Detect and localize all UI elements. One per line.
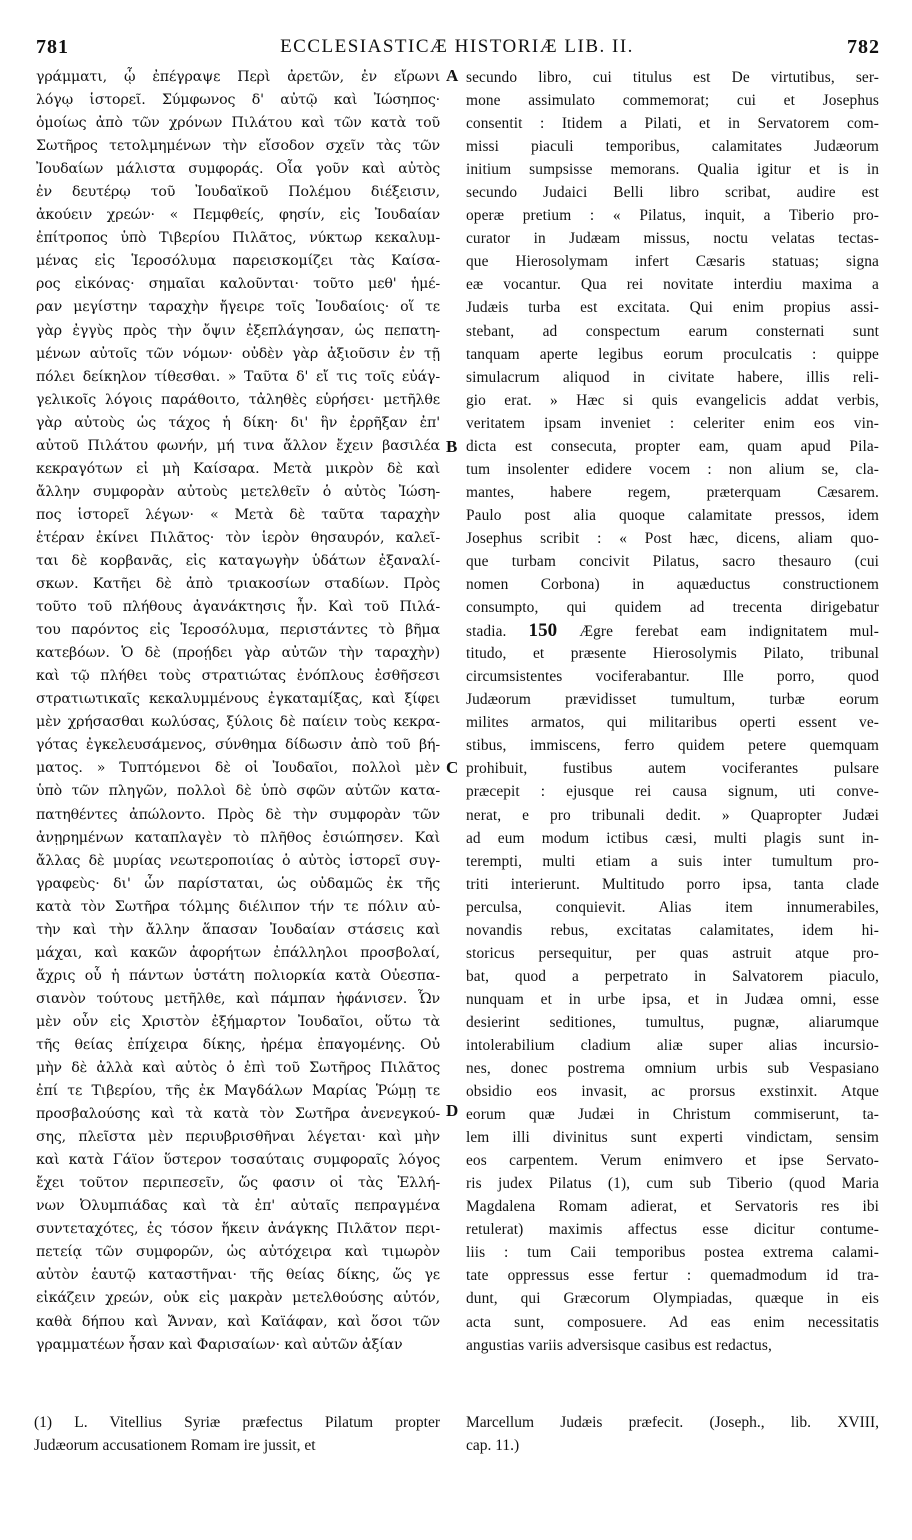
greek-text-line: αὐτοῦ Πιλάτου φωνήν, μή τινα ἄλλον ἔχειν βασιλέα bbox=[36, 437, 440, 454]
latin-text-line: ad eum modum ictibus cæsi, multi plagis sunt in- bbox=[466, 829, 879, 847]
latin-text-line: Judæis turba est excitata. Qui enim propius assi- bbox=[466, 299, 879, 317]
page-number-left: 781 bbox=[36, 36, 69, 58]
footnote-line: (1) L. Vitellius Syriæ præfectus Pilatum propter bbox=[34, 1414, 440, 1431]
latin-text-line: consumpto, qui quidem ad trecenta dirigebatur bbox=[466, 599, 879, 617]
greek-text-line: μένων αὐτοῖς τῶν νόμων· οὐδὲν γὰρ ἀξιοῦσιν ἐν τῇ bbox=[36, 345, 440, 362]
latin-text-line: eos carpentem. Verum enimvero et ipse Servato- bbox=[466, 1152, 879, 1170]
latin-text-line: stebant, ad conspectum earum consternati sunt bbox=[466, 322, 879, 340]
greek-text-line: του παρόντος εἰς Ἱεροσόλυμα, περιστάντες τὸ βῆμα bbox=[36, 622, 440, 639]
greek-text-line: γὰρ αὐτοὺς ὡς τάχος ἡ δίκη· δι' ἣν ἐρρῆξαν ἐπ' bbox=[36, 414, 440, 431]
greek-text-line: καὶ τῷ πλήθει τοὺς στρατιώτας ἐνόπλους ἐσθῆσεσι bbox=[36, 668, 440, 685]
greek-text-line: κεκραγότων εἰ μὴ Καίσαρα. Μετὰ μικρὸν δὲ καὶ bbox=[36, 460, 440, 477]
margin-letter-b: B bbox=[446, 437, 458, 456]
latin-text-line: simulacrum aliquod in civitate habere, illis reli- bbox=[466, 368, 879, 386]
latin-text-line: storicus persequitur, per quas astruit atque pro- bbox=[466, 944, 879, 962]
greek-text-line: ραν μεγίστην ταραχὴν ἤγειρε τοῖς Ἰουδαίοις· οἵ τε bbox=[36, 299, 440, 316]
latin-text-line: intolerabilium cladium aliæ super alias incursio- bbox=[466, 1036, 879, 1054]
greek-text-line: ἀκούειν χρεών· « Πεμφθείς, φησίν, εἰς Ἰουδαίαν bbox=[36, 207, 440, 224]
latin-text-line: nerat, e pro tribunali dedit. » Quapropter Judæi bbox=[466, 806, 879, 824]
greek-text-line: αὐτὸν ἑαυτῷ καταστῆναι· τῆς θείας δίκης, ὥς γε bbox=[36, 1267, 440, 1284]
greek-text-line: τοῦτο τοῦ πλήθους ἀγανάκτησις ἦν. Καὶ τοῦ Πιλά- bbox=[36, 599, 440, 616]
latin-text-line: Magdalena Romam adierat, et Servatoris res ibi bbox=[466, 1198, 879, 1216]
greek-text-line: καὶ κατὰ Γάϊον ὕστερον τοσαύταις συμφοραῖς λόγος bbox=[36, 1152, 440, 1169]
latin-text-line: gio erat. » Hæc si quis evangelicis addat verbis, bbox=[466, 391, 879, 409]
latin-text-line: mone assimulato commemorat; cui et Josephus bbox=[466, 92, 879, 110]
greek-text-line: ἐν δευτέρῳ τοῦ Ἰουδαϊκοῦ Πολέμου διέξεισιν, bbox=[36, 184, 440, 201]
greek-text-line: ἄλλας δὲ μυρίας νεωτεροποιίας ὁ αὐτὸς ἱστορεῖ συγ- bbox=[36, 852, 440, 869]
greek-text-line: σης, πλεῖστα μὲν περιυβρισθῆναι λέγεται· καὶ μὴν bbox=[36, 1129, 440, 1146]
greek-text-line: Ἰουδαίων μάλιστα συμφοράς. Οἷα γοῦν καὶ αὐτὸς bbox=[36, 161, 440, 178]
latin-text-line: liis : tum Caii temporibus postea extrema calami- bbox=[466, 1244, 879, 1262]
greek-text-line: ματος. » Τυπτόμενοι δὲ οἱ Ἰουδαῖοι, πολλοὶ μὲν bbox=[36, 760, 440, 777]
latin-text-line: terempti, multi etiam a suis inter tumultum pro- bbox=[466, 852, 879, 870]
latin-text-line: prohibuit, fustibus autem vociferantes pulsare bbox=[466, 760, 879, 778]
section-number: 150 bbox=[528, 620, 558, 642]
greek-text-line: ἀνῃρημένων καταπλαγὲν τὸ πλῆθος ἐσιώπησεν. Καὶ bbox=[36, 829, 440, 846]
latin-column bbox=[466, 66, 879, 1357]
greek-text-line: ται δὲ κορβανᾶς, εἰς καταγωγὴν ὑδάτων ἐξαναλί- bbox=[36, 552, 440, 569]
latin-text-line: Josephus scribit : « Post hæc, dicens, aliam quo- bbox=[466, 529, 879, 547]
latin-text-line: tanquam aperte legibus eorum proculcatis : quippe bbox=[466, 345, 879, 363]
greek-text-line: γότας ἐγκελευσάμενος, σύνθημα δίδωσιν ἀπὸ τοῦ βή- bbox=[36, 737, 440, 754]
latin-text-line: bat, quod a perpetrato in Salvatorem piaculo, bbox=[466, 967, 879, 985]
latin-text-line: præcepit : ejusque rei causa signum, uti conve- bbox=[466, 783, 879, 801]
greek-text-line: μὲν οὖν εἰς Χριστὸν ἐξήμαρτον Ἰουδαῖοι, οὕτω τὰ bbox=[36, 1013, 440, 1030]
latin-text-line: initium sumpsisse memorans. Qualia igitur et is in bbox=[466, 161, 879, 179]
latin-text-line: tate oppressus esse fertur : quemadmodum id tra- bbox=[466, 1267, 879, 1285]
latin-text-line: perculsa, conquievit. Alias item innumerabiles, bbox=[466, 898, 879, 916]
running-title: ECCLESIASTICÆ HISTORIÆ LIB. II. bbox=[280, 36, 634, 57]
page-header bbox=[30, 36, 884, 64]
greek-text-line: συντεταχότες, ἐς τόσον ἥκειν ἀνάγκης Πιλᾶτον περι- bbox=[36, 1221, 440, 1238]
latin-text-line: mantes, habere regem, præterquam Cæsarem. bbox=[466, 483, 879, 501]
latin-text-line: tum insolenter edidere vocem : non alium se, cla- bbox=[466, 460, 879, 478]
greek-text-line: πος ἱστορεῖ λέγων· « Μετὰ δὲ ταῦτα ταραχὴν bbox=[36, 506, 440, 523]
greek-text-line: προσβαλούσης καὶ τὰ κατὰ τὸν Σωτῆρα ἀνενεγκού- bbox=[36, 1106, 440, 1123]
greek-text-line: πετείᾳ τῶν συμφορῶν, ὡς αὐτόχειρα καὶ τιμωρὸν bbox=[36, 1244, 440, 1261]
margin-letter-c: C bbox=[446, 758, 459, 777]
latin-text-line: eorum quæ Judæi in Christum commiserunt, ta- bbox=[466, 1106, 879, 1124]
latin-text-line: nes, donec postrema omnium urbis sub Vespasiano bbox=[466, 1060, 879, 1078]
greek-text-line: κατὰ τὸν Σωτῆρα τόλμης διέλιπον τήν τε πόλιν αὐ- bbox=[36, 898, 440, 915]
greek-text-line: καθὰ δήπου καὶ Ἄνναν, καὶ Καϊάφαν, καὶ ὅσοι τῶν bbox=[36, 1313, 440, 1330]
greek-text-line: σιανὸν τούτους μετῆλθε, καὶ πάμπαν ἠφάνισεν. Ὧν bbox=[36, 990, 440, 1007]
greek-text-line: ὁμοίως ἀπὸ τῶν χρόνων Πιλάτου καὶ τῶν κατὰ τοῦ bbox=[36, 115, 440, 132]
greek-text-line: ἐπίτροπος ὑπὸ Τιβερίου Πιλᾶτος, νύκτωρ κεκαλυμ- bbox=[36, 230, 440, 247]
latin-text-line: stibus, immiscens, ferro quidem petere quemquam bbox=[466, 737, 879, 755]
latin-text-line: novandis rebus, excitatas calamitates, idem hi- bbox=[466, 921, 879, 939]
greek-text-line: ἐπί τε Τιβερίου, τῆς ἐκ Μαγδάλων Μαρίας Ῥώμῃ τε bbox=[36, 1083, 440, 1100]
greek-text-line: στρατιωτικαῖς κεκαλυμμένους ἐγκαταμίξας, καὶ ξίφει bbox=[36, 691, 440, 708]
greek-text-line: γραφεὺς· δι' ὧν παρίσταται, ὡς οὐδαμῶς ἐκ τῆς bbox=[36, 875, 440, 892]
greek-text-line: ἄχρις οὗ ἡ πάντων ὑστάτη πολιορκία κατὰ Οὐεσπα- bbox=[36, 967, 440, 984]
greek-text-line: γραμματέων ἦσαν καὶ Φαρισαίων· καὶ αὐτῶν ἀξίαν bbox=[36, 1336, 403, 1353]
latin-text-line: Judæorum prævidisset tumultum, turbæ eorum bbox=[466, 691, 879, 709]
greek-text-line: ἄλλην συμφορὰν αὐτοὺς μετελθεῖν ὁ αὐτὸς Ἰώση- bbox=[36, 483, 440, 500]
latin-text-line: stadia. 150 Ægre ferebat eam indignitatem mul- bbox=[466, 620, 879, 642]
greek-text-line: κατεβόων. Ὁ δὲ (προῄδει γὰρ αὐτῶν τὴν ταραχὴν) bbox=[36, 645, 440, 662]
margin-letter-d: D bbox=[446, 1101, 459, 1120]
greek-text-line: μὲν χρήσασθαι κωλύσας, ξύλοις δὲ παίειν τοὺς κεκρα- bbox=[36, 714, 440, 731]
greek-text-line: γράμματι, ᾧ ἐπέγραψε Περὶ ἀρετῶν, ἐν εἴρωνι bbox=[36, 69, 440, 85]
greek-text-line: ἑτέραν ἐκίνει Πιλᾶτος· τὸν ἱερὸν θησαυρόν, καλεῖ- bbox=[36, 529, 440, 546]
latin-text-line: nunquam et in urbe ipsa, et in Judæa omni, esse bbox=[466, 990, 879, 1008]
greek-text-line: ὑπὸ τῶν πληγῶν, πολλοὶ δὲ ὑπὸ σφῶν αὐτῶν κατα- bbox=[36, 783, 440, 800]
greek-text-line: μάχαι, καὶ κακῶν ἀφορήτων ἐπάλληλοι προσβολαί, bbox=[36, 944, 440, 961]
margin-letter-a: A bbox=[446, 66, 459, 85]
footnote-right bbox=[466, 1412, 879, 1458]
latin-text-line: milites armatos, qui militaribus operti essent ve- bbox=[466, 714, 879, 732]
greek-text-line: νων Ὀλυμπιάδας καὶ τὰ ἐπ' αὐταῖς πεπραγμένα bbox=[36, 1198, 440, 1215]
greek-text-line: τῆς θείας ἐπίχειρα δίκης, ἠρέμα ἐπαγομένης. Οὐ bbox=[36, 1036, 440, 1053]
latin-text-line: titudo, et præsente Hierosolymis Pilato, tribunal bbox=[466, 645, 879, 663]
greek-text-line: μένας εἰς Ἱεροσόλυμα παρεισκομίζει τὰς Καίσα- bbox=[36, 253, 440, 270]
greek-text-line: λόγῳ ἱστορεῖ. Σύμφωνος δ' αὐτῷ καὶ Ἰώσηπος· bbox=[36, 92, 440, 109]
greek-text-line: τὴν καὶ τὴν ἄλλην ἅπασαν Ἰουδαίαν στάσεις καὶ bbox=[36, 921, 440, 938]
latin-text-line: angustias variis adversisque casibus est redactus, bbox=[466, 1336, 772, 1354]
latin-text-line: consentit : Itidem a Pilati, et in Servatorem com- bbox=[466, 115, 879, 133]
page-number-right: 782 bbox=[847, 36, 880, 58]
latin-text-line: retulerat) maximis affectus esse dicitur contume- bbox=[466, 1221, 879, 1239]
footnote-left bbox=[34, 1412, 440, 1458]
latin-text-line: desierint seditiones, tumultus, pugnæ, aliarumque bbox=[466, 1013, 879, 1031]
latin-text-line: Paulo post alia quoque calamitate pressos, idem bbox=[466, 506, 879, 524]
latin-text-line: secundo libro, cui titulus est De virtutibus, ser- bbox=[466, 69, 879, 86]
latin-text-line: que turbam concivit Pilatus, sacro thesauro (cui bbox=[466, 552, 879, 570]
latin-text-line: lem illi divinitus sunt experti vindictam, sensim bbox=[466, 1129, 879, 1147]
greek-text-line: μὴν δὲ ἀλλὰ καὶ αὐτὸς ὁ ἐπὶ τοῦ Σωτῆρος Πιλᾶτος bbox=[36, 1060, 440, 1077]
latin-text-line: veritatem ipsam inveniet : celeriter enim eos vin- bbox=[466, 414, 879, 432]
latin-text-line: nomen Corbona) in aquæductus constructionem bbox=[466, 576, 879, 594]
greek-text-line: πατηθέντες ἀπώλοντο. Πρὸς δὲ τὴν συμφορὰν τῶν bbox=[36, 806, 440, 823]
footnote-line: Judæorum accusationem Romam ire jussit, et bbox=[34, 1437, 316, 1455]
footnote-line: cap. 11.) bbox=[466, 1437, 520, 1455]
latin-text-line: secundo Judaici Belli libro scribat, audire est bbox=[466, 184, 879, 202]
latin-text-line: obsidio eos invasit, ac prorsus exstinxit. Atque bbox=[466, 1083, 879, 1101]
latin-text-line: missi piaculi temporibus, calamitates Judæorum bbox=[466, 138, 879, 156]
latin-text-line: dunt, qui Græcorum Olympiadas, quæque in eis bbox=[466, 1290, 879, 1308]
latin-text-line: operæ pretium : « Pilatus, inquit, a Tiberio pro- bbox=[466, 207, 879, 225]
greek-text-line: Σωτῆρος τετολμημένων τὴν εἴσοδον σχεῖν τὰς τῶν bbox=[36, 138, 440, 155]
greek-text-line: γελικοῖς λόγοις παράθοιτο, τἀληθὲς εὑρήσει· μετῆλθε bbox=[36, 391, 440, 408]
latin-text-line: eæ vocantur. Qua rei novitate interdiu maxima a bbox=[466, 276, 879, 294]
latin-text-line: dicta est consecuta, propter eam, quam apud Pila- bbox=[466, 437, 879, 455]
latin-text-line: que Hierosolymam infert Cæsaris statuas; signa bbox=[466, 253, 879, 271]
greek-text-line: γὰρ ἐγγὺς πρὸς τὴν ὄψιν ἐξεπλάγησαν, ὡς πεπατη- bbox=[36, 322, 440, 339]
latin-text-line: ris judex Pilatus (1), cum sub Tiberio (quod Maria bbox=[466, 1175, 879, 1193]
latin-text-line: triti interierunt. Multitudo porro ipsa, tanta clade bbox=[466, 875, 879, 893]
latin-text-line: acta sunt, composuere. Ad eas enim necessitatis bbox=[466, 1313, 879, 1331]
greek-text-line: εἰκάζειν χρεών, οὐκ εἰς μακρὰν μετελθούσης αὐτόν, bbox=[36, 1290, 440, 1307]
greek-text-line: ρος εἰκόνας· σημαῖαι καλοῦνται· τοῦτο μεθ' ἡμέ- bbox=[36, 276, 440, 293]
footnote-line: Marcellum Judæis præfecit. (Joseph., lib. XVIII, bbox=[466, 1414, 879, 1431]
greek-text-line: ἔχει τοῦτον περιπεσεῖν, ὥς φασιν οἱ τὰς Ἑλλή- bbox=[36, 1175, 440, 1192]
latin-text-line: curator in Judæam missus, noctu velatas tectas- bbox=[466, 230, 879, 248]
latin-text-line: circumsistentes vociferabantur. Ille porro, quod bbox=[466, 668, 879, 686]
greek-column bbox=[36, 66, 440, 1357]
greek-text-line: πόλει δείκηλον τίθεσθαι. » Ταῦτα δ' εἴ τις τοῖς εὐάγ- bbox=[36, 368, 440, 385]
greek-text-line: σκων. Κατῆει δὲ ἀπὸ τριακοσίων σταδίων. Πρὸς bbox=[36, 576, 440, 593]
